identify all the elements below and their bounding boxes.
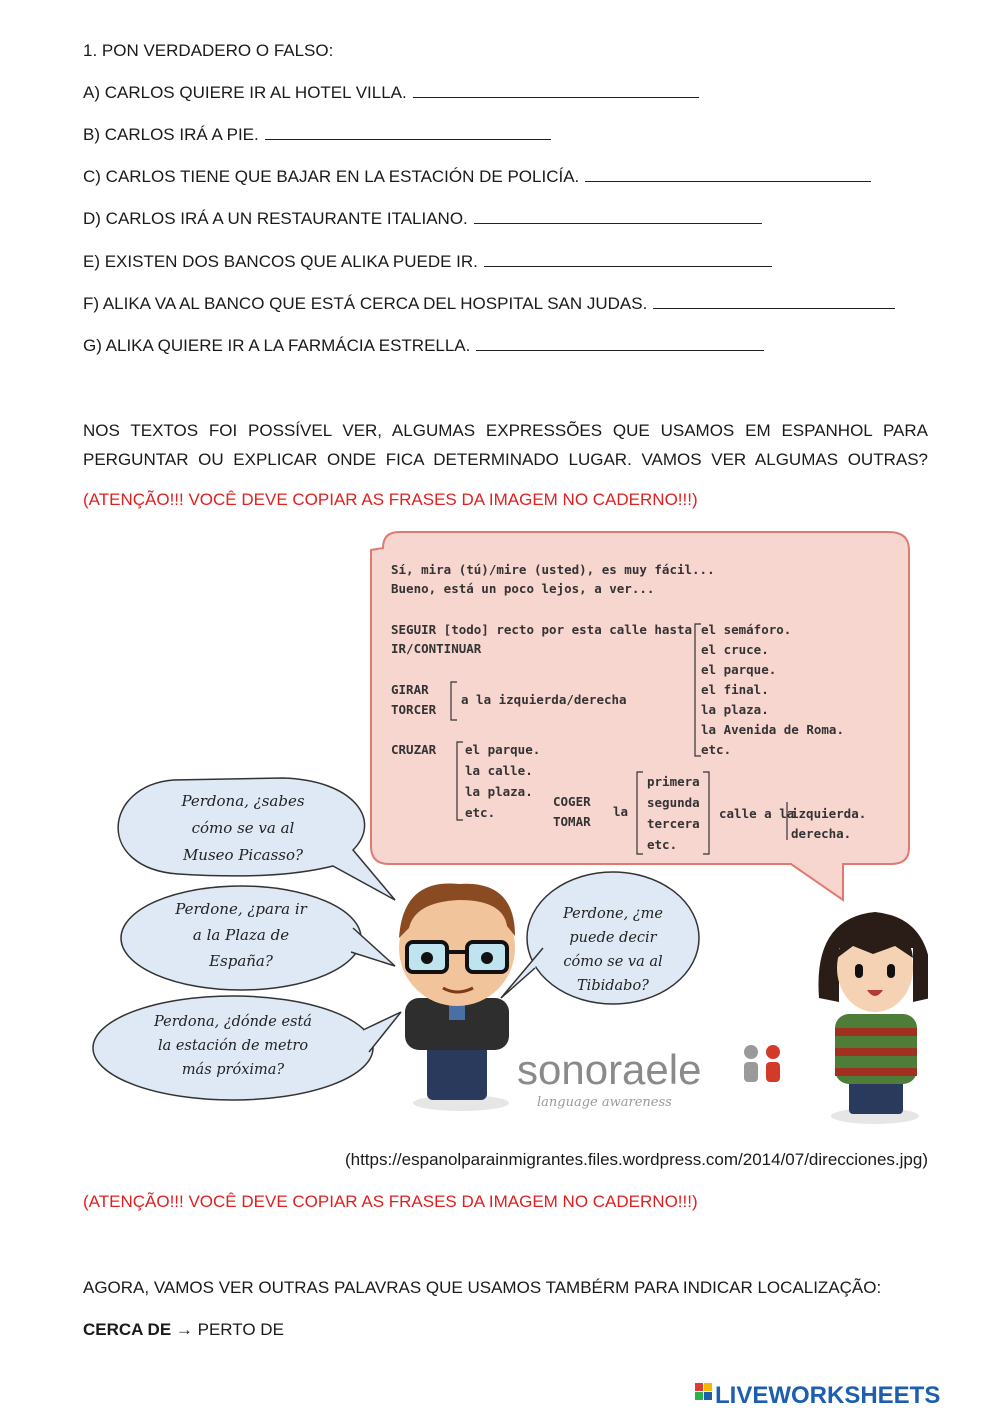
girar-text: GIRAR (391, 682, 429, 697)
destination-2: el cruce. (701, 642, 769, 657)
logo-square-yellow (704, 1383, 712, 1391)
item-f-text: F) ALIKA VA AL BANCO QUE ESTÁ CERCA DEL HOSPITAL SAN JUDAS. (83, 294, 648, 313)
liveworksheets-logo[interactable] (695, 1381, 990, 1407)
cruzar-item-2: la calle. (465, 763, 533, 778)
illustration-svg (83, 528, 928, 1132)
cruzar-item-4: etc. (465, 805, 496, 820)
bubble-museo-line-3: Museo Picasso? (182, 846, 304, 864)
item-e-text: E) EXISTEN DOS BANCOS QUE ALIKA PUEDE IR. (83, 252, 478, 271)
bubble-plaza-line-3: España? (209, 952, 273, 970)
destination-1: el semáforo. (701, 622, 792, 637)
bubble-tibidabo-line-2: puede decir (569, 930, 657, 946)
bubble-tibidabo-line-3: cómo se va al (563, 954, 663, 970)
intro-line-1: NOS TEXTOS FOI POSSÍVEL VER, ALGUMAS EXPRESSÕES QUE USAMOS EM ESPANHOL PARA (83, 421, 928, 440)
speech-bubble-plaza (121, 886, 395, 990)
bubble-museo-line-2: cómo se va al (191, 819, 295, 837)
speech-bubble-metro (93, 996, 401, 1100)
tomar-text: TOMAR (553, 814, 591, 829)
intro-line-2: PERGUNTAR OU EXPLICAR ONDE FICA DETERMINADO LUGAR. VAMOS VER ALGUMAS OUTRAS? (83, 450, 928, 469)
ordinal-1: primera (647, 774, 700, 789)
ordinal-2: segunda (647, 795, 700, 810)
logo-square-red (695, 1383, 703, 1391)
item-b-text: B) CARLOS IRÁ A PIE. (83, 125, 259, 144)
bubble-plaza-line-1: Perdone, ¿para ir (175, 900, 307, 918)
watermark-text: LIVEWORKSHEETS (715, 1382, 941, 1407)
destination-6: la Avenida de Roma. (701, 722, 844, 737)
exercise-item-f (83, 293, 895, 315)
destination-3: el parque. (701, 662, 777, 677)
cruzar-item-3: la plaza. (465, 784, 533, 799)
torcer-text: TORCER (391, 702, 437, 717)
izquierda-text: izquierda. (791, 806, 867, 821)
answer-blank-c[interactable] (585, 167, 871, 182)
speech-bubble-museo (118, 778, 395, 900)
ordinal-3: tercera (647, 816, 700, 831)
exercise-item-a (83, 82, 699, 104)
la-text: la (613, 804, 629, 819)
bubble-tibidabo-line-1: Perdone, ¿me (563, 906, 663, 922)
exercise-item-g (83, 335, 764, 357)
cerca-de-term: CERCA DE (83, 1320, 172, 1339)
calle-a-la-text: calle a la (719, 806, 795, 821)
destination-7: etc. (701, 742, 732, 757)
cruzar-text: CRUZAR (391, 742, 437, 757)
image-source-caption: (https://espanolparainmigrantes.files.wordpress.com/2014/07/direcciones.jpg) (344, 1150, 928, 1169)
seguir-text: SEGUIR [todo] recto por esta calle hasta (391, 622, 693, 637)
item-c-text: C) CARLOS TIENE QUE BAJAR EN LA ESTACIÓN DE POLICÍA. (83, 167, 580, 186)
ir-continuar-text: IR/CONTINUAR (391, 641, 482, 656)
direction-text: a la izquierda/derecha (461, 692, 627, 707)
item-a-text: A) CARLOS QUIERE IR AL HOTEL VILLA. (83, 83, 407, 102)
bubble-plaza-line-2: a la Plaza de (192, 926, 290, 944)
girl-character (818, 912, 928, 1124)
directions-illustration (83, 528, 928, 1132)
exercise-item-b (83, 124, 551, 146)
exercise-item-d (83, 208, 762, 230)
brand-tagline: language awareness (537, 1095, 672, 1110)
boy-character (399, 883, 515, 1111)
bubble-metro-line-2: la estación de metro (157, 1038, 309, 1054)
destination-5: la plaza. (701, 702, 769, 717)
cruzar-item-1: el parque. (465, 742, 541, 757)
logo-square-blue (704, 1392, 712, 1400)
brand-logo-text: sonoraele (517, 1046, 702, 1093)
attention-note-bottom: (ATENÇÃO!!! VOCÊ DEVE COPIAR AS FRASES DA IMAGEM NO CADERNO!!!) (83, 1192, 698, 1211)
item-d-text: D) CARLOS IRÁ A UN RESTAURANTE ITALIANO. (83, 209, 468, 228)
brand-people-icon (744, 1045, 780, 1082)
perto-de-meaning: PERTO DE (197, 1320, 284, 1339)
attention-note-top: (ATENÇÃO!!! VOCÊ DEVE COPIAR AS FRASES DA IMAGEM NO CADERNO!!!) (83, 490, 698, 509)
bubble-tibidabo-line-4: Tibidabo? (577, 978, 649, 994)
derecha-text: derecha. (791, 826, 852, 841)
item-g-text: G) ALIKA QUIERE IR A LA FARMÁCIA ESTRELLA. (83, 336, 471, 355)
answer-blank-b[interactable] (265, 125, 551, 140)
bubble-museo-line-1: Perdona, ¿sabes (181, 792, 305, 810)
coger-text: COGER (553, 794, 591, 809)
answer-blank-d[interactable] (474, 209, 762, 224)
exercise-title: 1. PON VERDADERO O FALSO: (83, 41, 334, 60)
exercise-item-e (83, 251, 772, 273)
bubble-line-2: Bueno, está un poco lejos, a ver... (391, 581, 655, 596)
answer-blank-g[interactable] (476, 336, 764, 351)
cerca-de-line (83, 1319, 284, 1341)
ordinal-4: etc. (647, 837, 678, 852)
bubble-line-1: Sí, mira (tú)/mire (usted), es muy fácil... (391, 562, 715, 577)
answer-blank-e[interactable] (484, 252, 772, 267)
answer-blank-a[interactable] (413, 83, 699, 98)
bubble-metro-line-1: Perdona, ¿dónde está (154, 1014, 312, 1030)
location-words-intro: AGORA, VAMOS VER OUTRAS PALAVRAS QUE USAMOS TAMBÉRM PARA INDICAR LOCALIZAÇÃO: (83, 1278, 882, 1297)
exercise-item-c (83, 166, 871, 188)
logo-square-green (695, 1392, 703, 1400)
arrow-right-icon: → (175, 1320, 193, 1339)
speech-bubble-tibidabo (501, 872, 699, 1004)
answer-blank-f[interactable] (653, 294, 895, 309)
bubble-metro-line-3: más próxima? (181, 1062, 285, 1078)
destination-4: el final. (701, 682, 769, 697)
